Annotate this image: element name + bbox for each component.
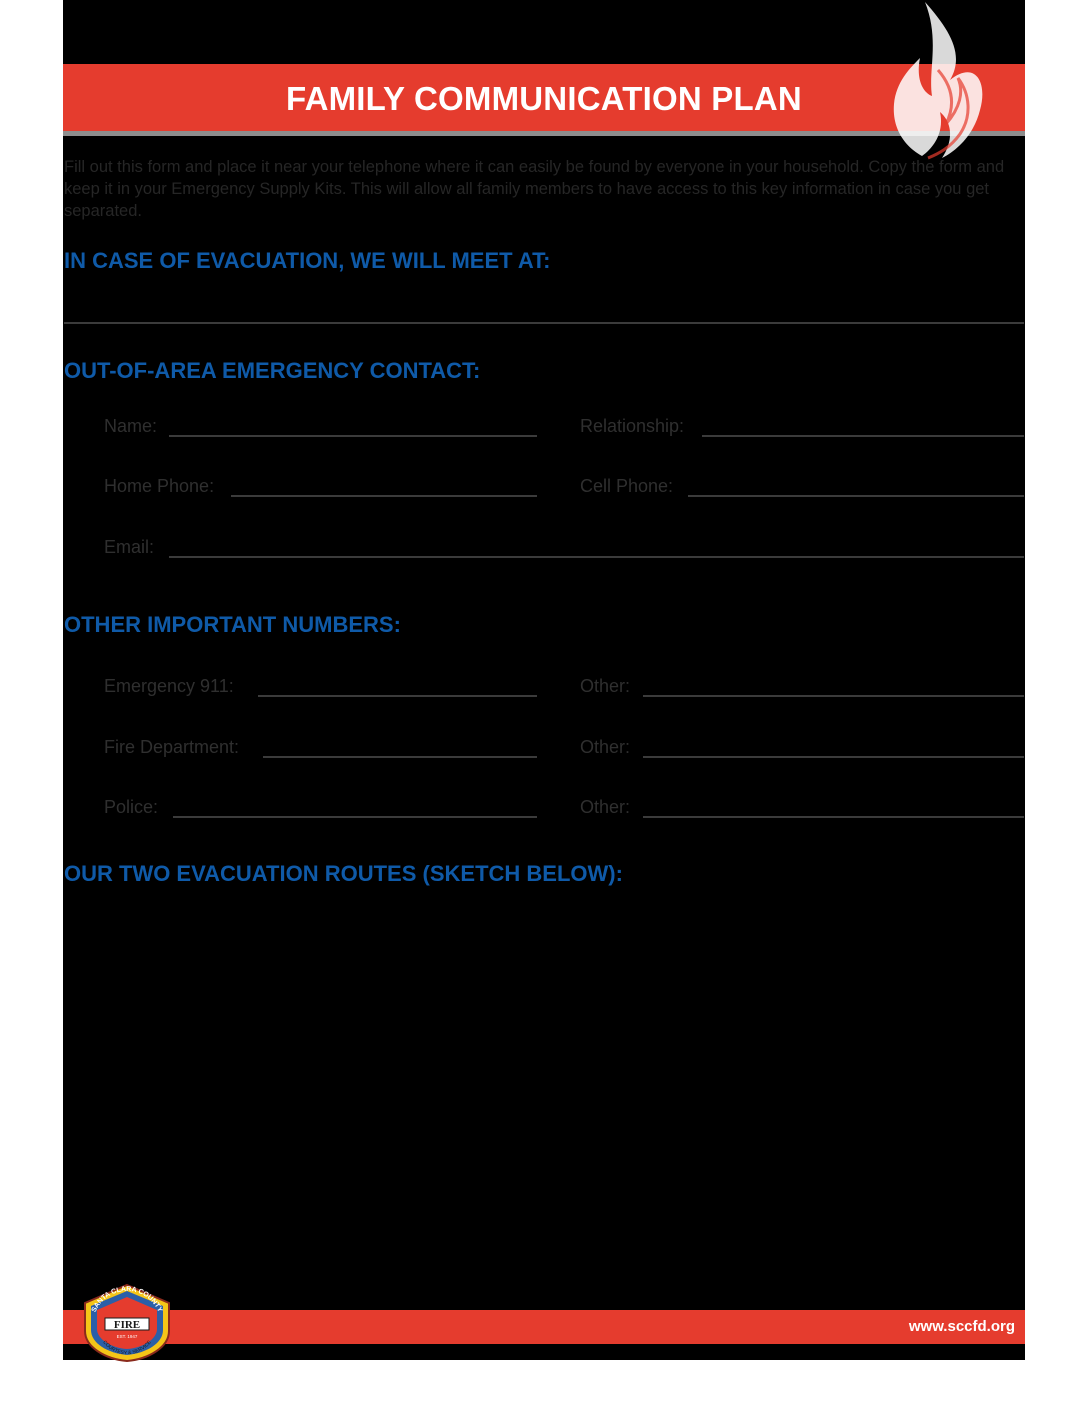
footer-bar [63,1310,1025,1344]
other-label-1: Other: [580,676,631,696]
meeting-place-heading: IN CASE OF EVACUATION, WE WILL MEET AT: [64,248,551,273]
emergency-contact-heading: OUT-OF-AREA EMERGENCY CONTACT: [64,358,481,383]
page-title: FAMILY COMMUNICATION PLAN [286,80,802,117]
important-numbers-heading: OTHER IMPORTANT NUMBERS: [64,612,401,637]
other-field-line-3[interactable] [643,816,1024,818]
relationship-label: Relationship: [580,416,685,436]
seal-est-text: EST. 1947 [116,1334,138,1339]
evacuation-routes-heading: OUR TWO EVACUATION ROUTES (SKETCH BELOW): [64,861,623,886]
cell-phone-field-line[interactable] [688,495,1024,497]
home-phone-field-line[interactable] [231,495,537,497]
seal-top-text: SANTA CLARA COUNTY [90,1285,164,1314]
fire-department-seal [77,1281,177,1363]
emergency-911-field-line[interactable] [258,695,537,697]
email-label: Email: [104,537,155,557]
emergency-911-label: Emergency 911: [104,676,234,696]
cell-phone-label: Cell Phone: [580,476,674,496]
fire-department-field-line[interactable] [263,756,537,758]
other-field-line-1[interactable] [643,695,1024,697]
fire-department-label: Fire Department: [104,737,240,757]
police-label: Police: [104,797,159,817]
seal-center-text: FIRE [113,1319,141,1331]
relationship-field-line[interactable] [702,435,1024,437]
other-label-3: Other: [580,797,631,817]
meeting-place-line[interactable] [64,322,1024,324]
website-link[interactable]: www.sccfd.org [908,1318,1015,1335]
other-field-line-2[interactable] [643,756,1024,758]
seal-bottom-text: COURTESY & SERVICE [101,1339,153,1357]
sketch-area[interactable] [64,900,1024,1300]
name-field-line[interactable] [169,435,537,437]
home-phone-label: Home Phone: [104,476,215,496]
intro-paragraph: Fill out this form and place it near your telephone where it can easily be found by everyone in your household. Copy the form and keep it in your Emergency Supply Kits. This will allow all family members to have access to this key information in case you get separated. [64,158,1005,220]
email-field-line[interactable] [169,556,1024,558]
police-field-line[interactable] [173,816,537,818]
other-label-2: Other: [580,737,631,757]
name-label: Name: [104,416,158,436]
flame-icon [880,0,1000,180]
